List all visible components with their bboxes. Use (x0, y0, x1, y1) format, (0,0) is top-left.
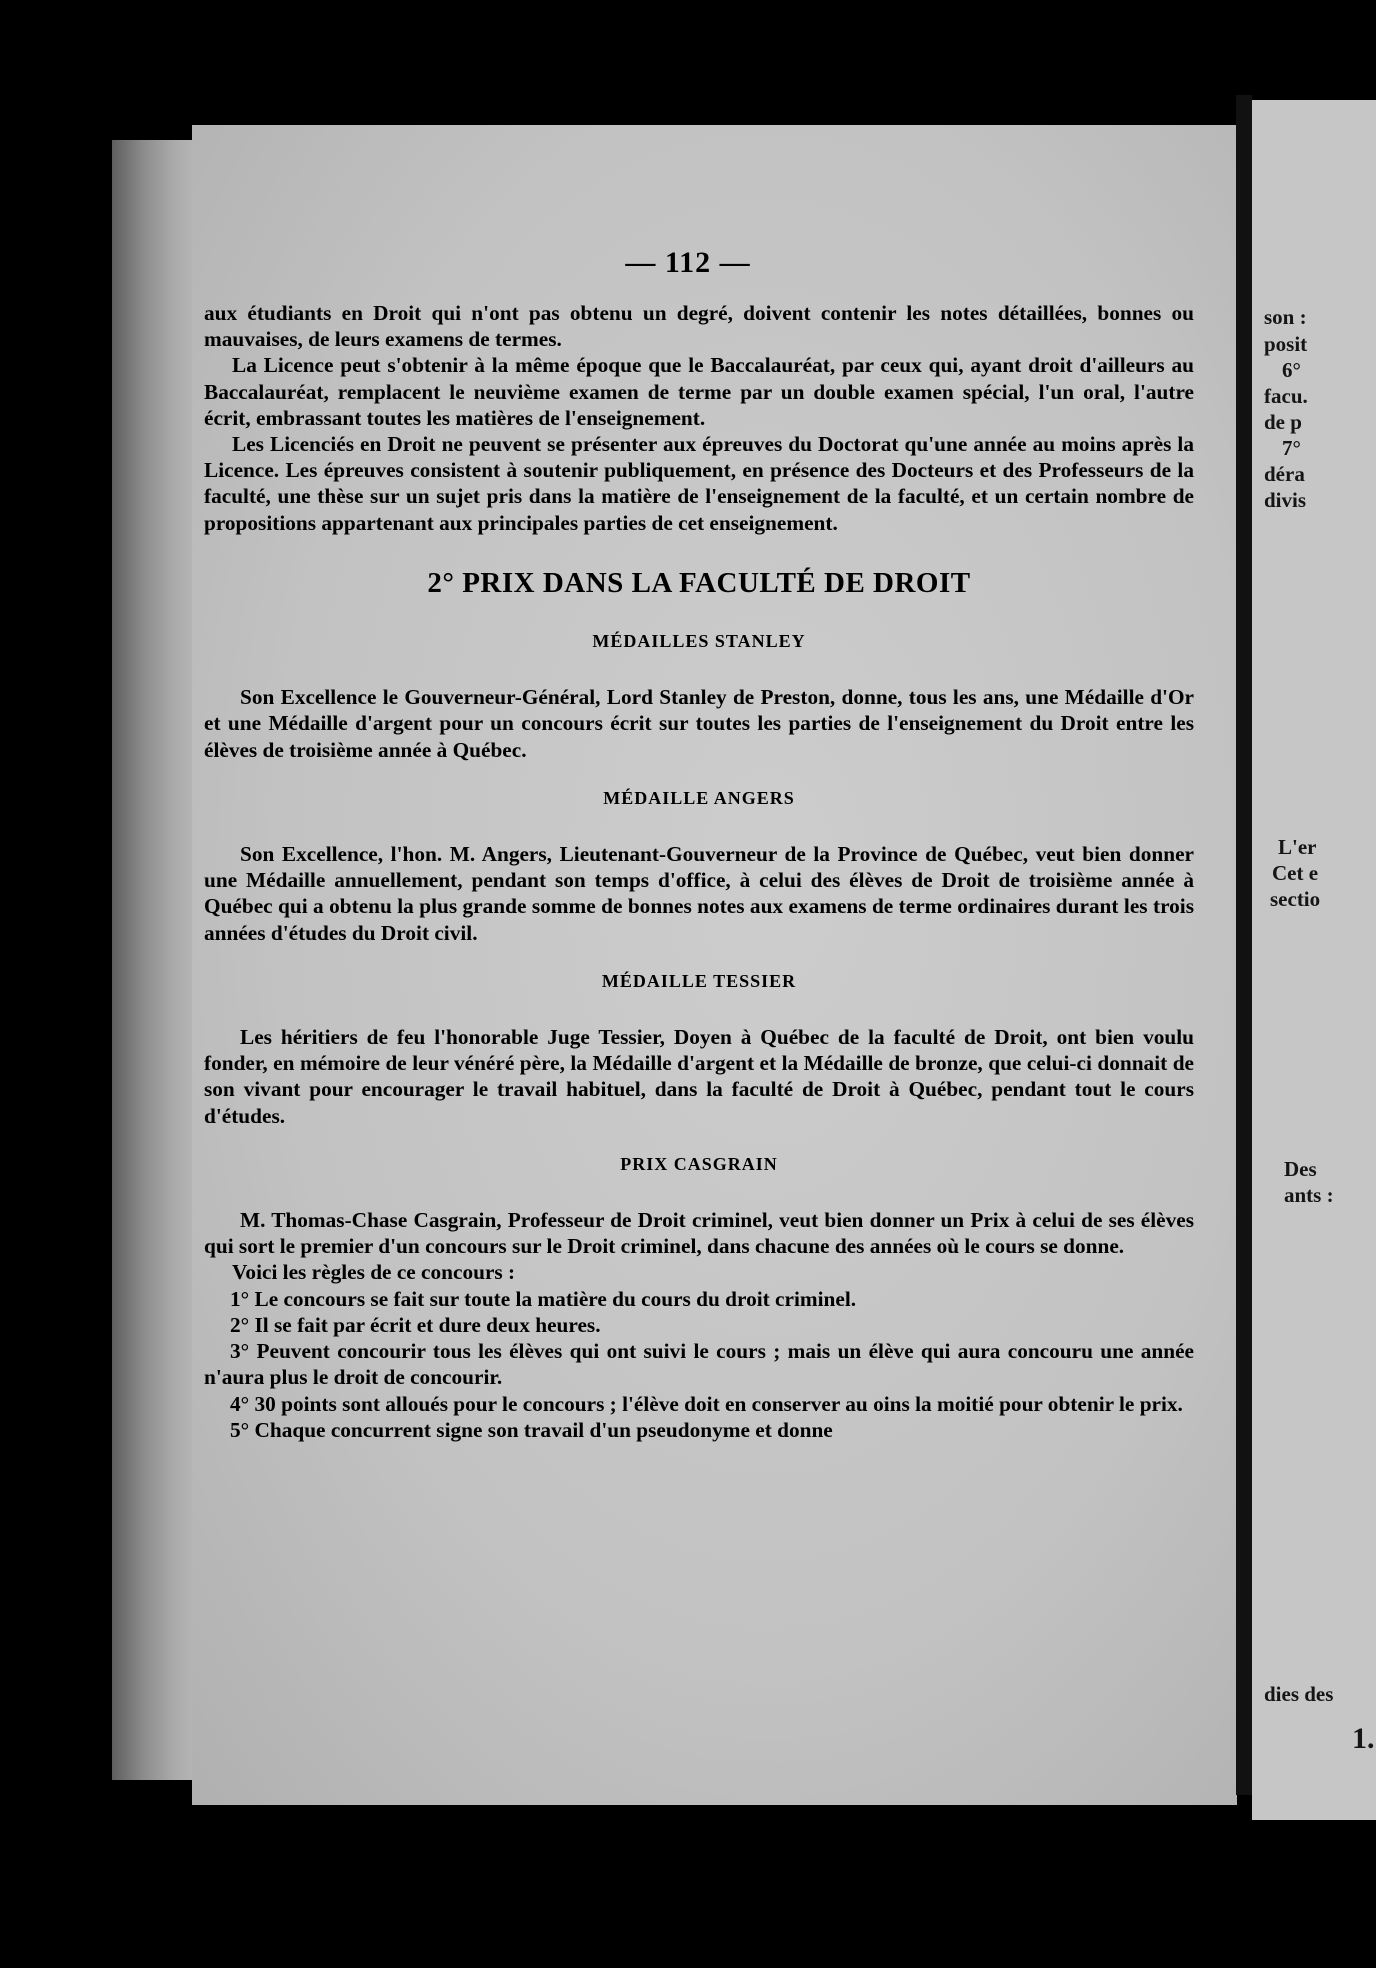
rules-intro: Voici les règles de ce concours : (232, 1260, 516, 1285)
adjacent-fragment: déra (1264, 462, 1305, 486)
adjacent-fragment: L'er (1278, 835, 1317, 859)
angers-heading: MÉDAILLE ANGERS (603, 787, 795, 808)
adjacent-fragment: Cet e (1272, 861, 1319, 885)
stanley-heading: MÉDAILLES STANLEY (592, 631, 806, 652)
rule-item: 3° Peuvent concourir tous les élèves qui ont suivi le cours ; mais un élève qui aura concouru une année n'aura plus le droit de concourir. (204, 1339, 1194, 1390)
adjacent-fragment: posit (1264, 332, 1308, 356)
adjacent-fragment: divis (1264, 488, 1307, 512)
adjacent-fragment: facu. (1264, 384, 1308, 408)
intro-paragraph: Les Licenciés en Droit ne peuvent se présenter aux épreuves du Doctorat qu'une année au moins après la Licence. Les épreuves consistent à soutenir publiquement, en présence des Docteurs et des Professeurs de la faculté, une thèse sur un sujet pris dans la matière de l'enseignement de la faculté, et un certain nombre de propositions appartenant aux principales parties de cet enseignement. (204, 432, 1194, 535)
adjacent-fragment: dies des (1264, 1682, 1334, 1706)
section-heading: 2° PRIX DANS LA FACULTÉ DE DROIT (427, 566, 971, 599)
adjacent-fragment: 6° (1282, 358, 1301, 382)
book-gutter (1236, 95, 1252, 1795)
stanley-paragraph: Son Excellence le Gouverneur-Général, Lord Stanley de Preston, donne, tous les ans, une Médaille d'Or et une Médaille d'argent pour un concours écrit sur toutes les parties de l'enseignement du Droit entre les élèves de troisième année à Québec. (204, 685, 1194, 762)
intro-paragraph: La Licence peut s'obtenir à la même époque que le Baccalauréat, par ceux qui, ayant droit d'ailleurs au Baccalauréat, remplacent le neuvième examen de terme par un double examen spécial, l'un oral, l'autre écrit, embrassant toutes les matières de l'enseignement. (204, 353, 1194, 430)
angers-paragraph: Son Excellence, l'hon. M. Angers, Lieutenant-Gouverneur de la Province de Québec, veut bien donner une Médaille annuellement, pendant son temps d'office, à celui des élèves de Droit de troisième année à Québec qui a obtenu la plus grande somme de bonnes notes aux examens de terme ordinaires durant les trois années d'études du Droit civil. (204, 842, 1194, 945)
page-edge-stack (112, 140, 198, 1780)
tessier-heading: MÉDAILLE TESSIER (601, 970, 797, 991)
tessier-paragraph: Les héritiers de feu l'honorable Juge Tessier, Doyen à Québec de la faculté de Droit, ont bien voulu fonder, en mémoire de leur vénéré père, la Médaille d'argent et la Médaille de bronze, que celui-ci donnait de son vivant pour encourager le travail habituel, dans la faculté de Droit à Québec, pendant tout le cours d'études. (204, 1025, 1194, 1128)
rule-item: 1° Le concours se fait sur toute la matière du cours du droit criminel. (230, 1286, 857, 1311)
adjacent-fragment: 1. (1352, 1722, 1375, 1755)
page-body (204, 300, 1194, 1443)
adjacent-fragment: sectio (1270, 887, 1321, 911)
intro-paragraph: aux étudiants en Droit qui n'ont pas obtenu un degré, doivent contenir les notes détaillées, bonnes ou mauvaises, de leurs examens de termes. (204, 301, 1194, 352)
casgrain-heading: PRIX CASGRAIN (620, 1153, 778, 1174)
casgrain-paragraph: M. Thomas-Chase Casgrain, Professeur de Droit criminel, veut bien donner un Prix à celui de ses élèves qui sort le premier d'un concours sur le Droit criminel, dans chacune des années où le cours se donne. (204, 1208, 1194, 1259)
adjacent-page (1252, 100, 1376, 1820)
rule-item: 2° Il se fait par écrit et dure deux heures. (230, 1312, 601, 1337)
adjacent-fragment: de p (1264, 410, 1302, 434)
rule-item: 5° Chaque concurrent signe son travail d'un pseudonyme et donne (230, 1417, 833, 1442)
rule-item: 4° 30 points sont alloués pour le concours ; l'élève doit en conserver au oins la moitié pour obtenir le prix. (230, 1391, 1183, 1416)
adjacent-fragment: Des (1284, 1157, 1317, 1181)
adjacent-fragment: 7° (1282, 436, 1301, 460)
adjacent-fragment: son : (1264, 305, 1307, 329)
adjacent-fragment: ants : (1284, 1183, 1334, 1207)
page-number: — 112 — (625, 246, 751, 279)
